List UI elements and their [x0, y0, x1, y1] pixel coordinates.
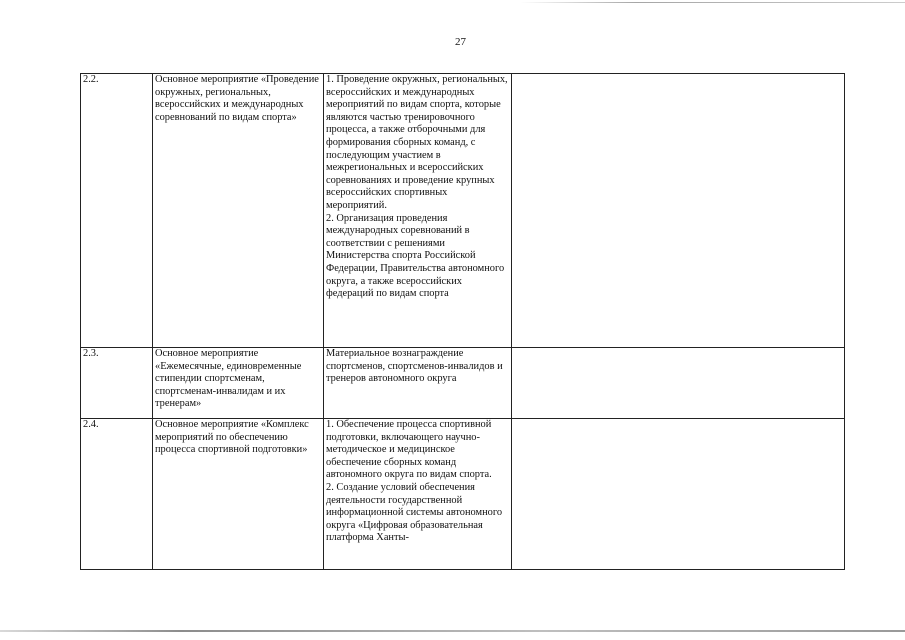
description-item: 2. Организация проведения международных соревнований в соответствии с решениями Министерства спорта Российской Федерации, Правительства автономного округа, а также всероссийских федераций по видам спорта [326, 212, 505, 300]
description-item: Материальное вознаграждение спортсменов, спортсменов-инвалидов и тренеров автономного округа [326, 348, 503, 385]
row-number: 2.2. [81, 74, 153, 348]
empty-cell [512, 348, 845, 419]
activity-name: Основное мероприятие «Проведение окружных, региональных, всероссийских и международных соревнований по видам спорта» [153, 74, 324, 348]
activity-description [324, 348, 512, 419]
program-table [80, 73, 845, 570]
table-row [81, 419, 845, 570]
page-number: 27 [455, 36, 466, 48]
scan-edge-bottom [0, 630, 905, 632]
row-number: 2.3. [81, 348, 153, 419]
table-row [81, 74, 845, 348]
activity-name: Основное мероприятие «Комплекс мероприятий по обеспечению процесса спортивной подготовки» [153, 419, 324, 570]
empty-cell [512, 74, 845, 348]
empty-cell [512, 419, 845, 570]
activity-description [324, 74, 512, 348]
description-item: 1. Проведение окружных, региональных, всероссийских и международных мероприятий по видам спорта, которые являются частью тренировочного процесса, а также отборочными для формирования сборных команд, с последующим участием в межрегиональных и всероссийских соревнованиях и проведение крупных всероссийских спортивных мероприятий. [326, 74, 508, 211]
scan-edge-top [520, 2, 905, 3]
activity-name: Основное мероприятие «Ежемесячные, единовременные стипендии спортсменам, спортсменам-инвалидам и их тренерам» [153, 348, 324, 419]
activity-description [324, 419, 512, 570]
description-item: 1. Обеспечение процесса спортивной подготовки, включающего научно-методическое и медицинское обеспечение сборных команд автономного округа по видам спорта. [326, 419, 492, 481]
table-row [81, 348, 845, 419]
description-item: 2. Создание условий обеспечения деятельности государственной информационной системы автономного округа «Цифровая образовательная платформа Ханты- [326, 481, 503, 544]
row-number: 2.4. [81, 419, 153, 570]
